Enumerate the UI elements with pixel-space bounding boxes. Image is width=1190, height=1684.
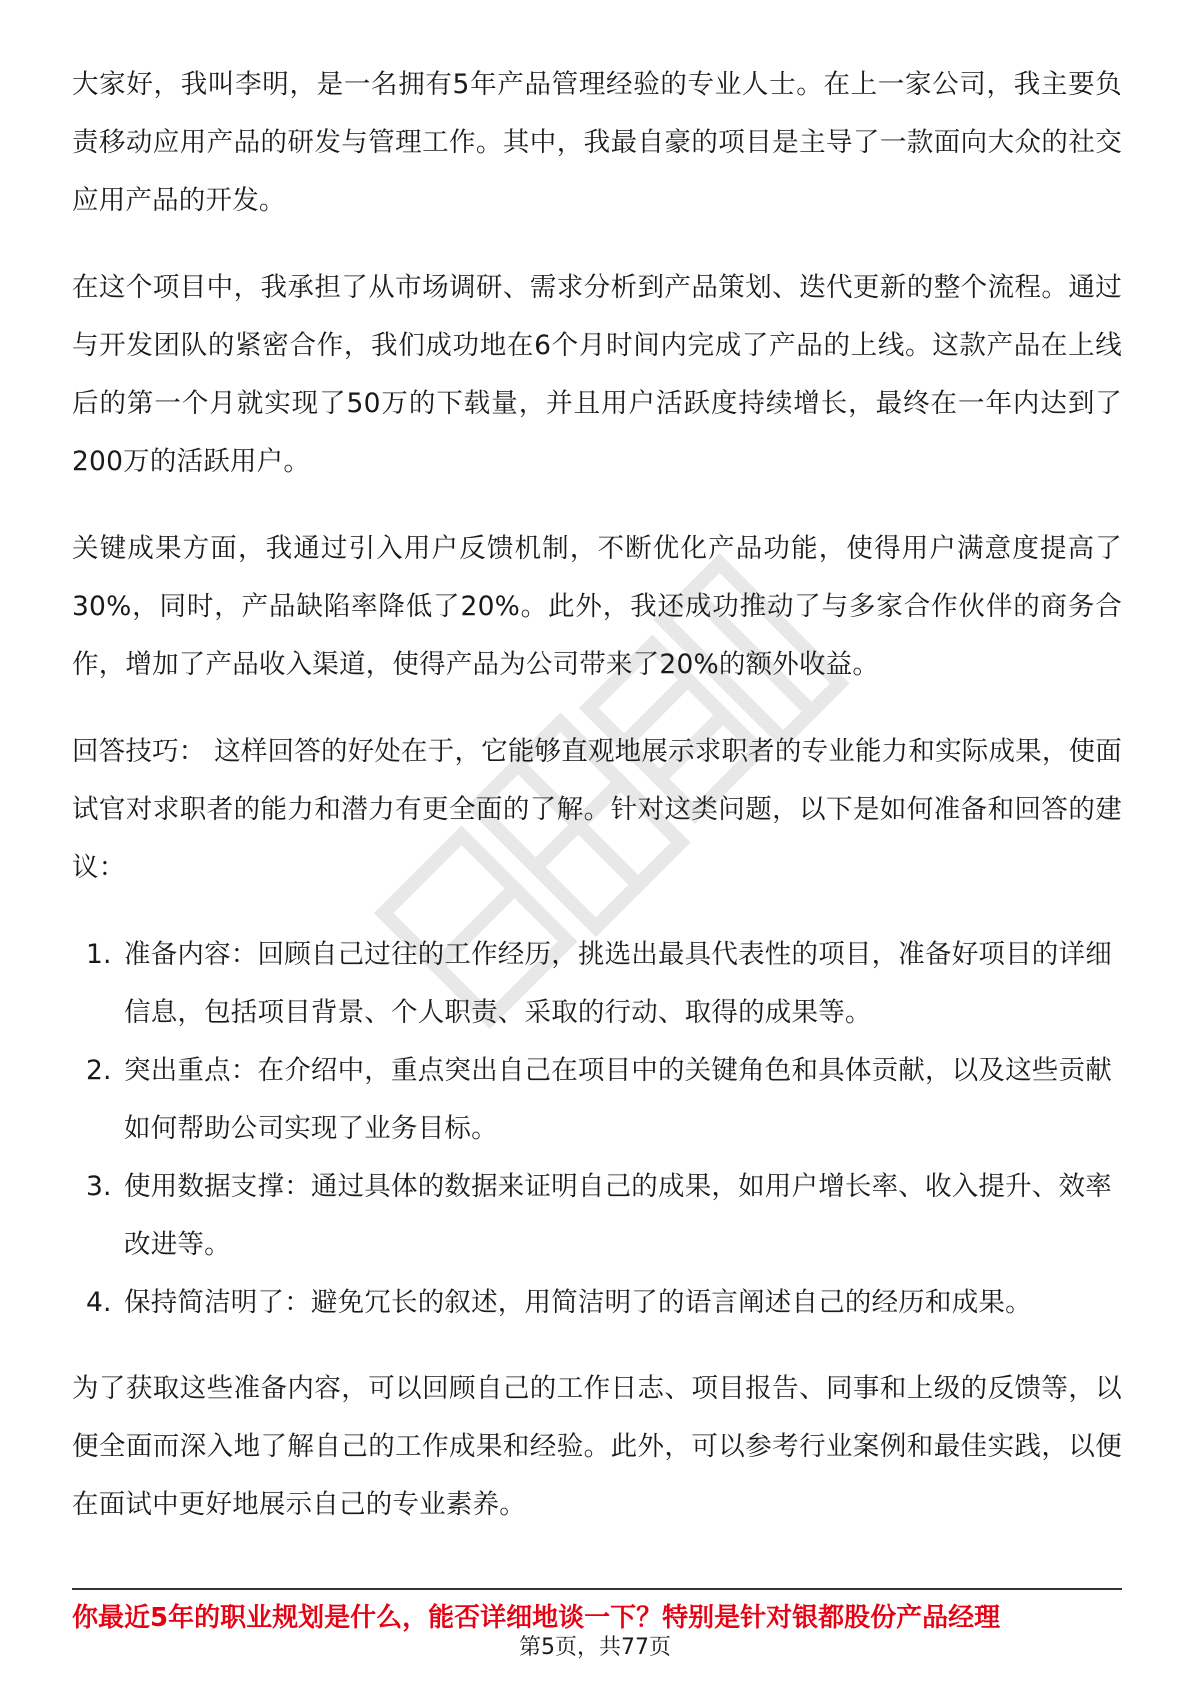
main-content: [72, 56, 1122, 1563]
list-item: [72, 1042, 1122, 1158]
list-item-text: 突出重点：在介绍中，重点突出自己在项目中的关键角色和具体贡献，以及这些贡献如何帮助公司实现了业务目标。: [124, 1055, 1112, 1144]
section-divider: [72, 1588, 1122, 1590]
list-item: [72, 1158, 1122, 1274]
list-item: [72, 1274, 1122, 1332]
list-item-number: 3.: [86, 1171, 112, 1202]
tips-list: [72, 926, 1122, 1332]
project-paragraph: 在这个项目中，我承担了从市场调研、需求分析到产品策划、迭代更新的整个流程。通过与开发团队的紧密合作，我们成功地在6个月时间内完成了产品的上线。这款产品在上线后的第一个月就实现了50万的下载量，并且用户活跃度持续增长，最终在一年内达到了200万的活跃用户。: [72, 272, 1122, 477]
list-item-number: 1.: [86, 939, 112, 970]
list-item: [72, 926, 1122, 1042]
intro-paragraph: 大家好，我叫李明，是一名拥有5年产品管理经验的专业人士。在上一家公司，我主要负责移动应用产品的研发与管理工作。其中，我最自豪的项目是主导了一款面向大众的社交应用产品的开发。: [72, 69, 1122, 216]
closing-paragraph: 为了获取这些准备内容，可以回顾自己的工作日志、项目报告、同事和上级的反馈等，以便全面而深入地了解自己的工作成果和经验。此外，可以参考行业案例和最佳实践，以便在面试中更好地展示自己的专业素养。: [72, 1373, 1122, 1520]
next-question-heading: 你最近5年的职业规划是什么，能否详细地谈一下？特别是针对银都股份产品经理: [72, 1603, 1001, 1633]
list-item-text: 准备内容：回顾自己过往的工作经历，挑选出最具代表性的项目，准备好项目的详细信息，包括项目背景、个人职责、采取的行动、取得的成果等。: [124, 939, 1112, 1028]
page-number: 第5页，共77页: [519, 1635, 671, 1660]
list-item-number: 4.: [86, 1287, 112, 1318]
list-item-text: 使用数据支撑：通过具体的数据来证明自己的成果，如用户增长率、收入提升、效率改进等。: [124, 1171, 1112, 1260]
results-paragraph: 关键成果方面，我通过引入用户反馈机制，不断优化产品功能，使得用户满意度提高了30%，同时，产品缺陷率降低了20%。此外，我还成功推动了与多家合作伙伴的商务合作，增加了产品收入渠道，使得产品为公司带来了20%的额外收益。: [72, 533, 1122, 680]
tips-intro-paragraph: 回答技巧： 这样回答的好处在于，它能够直观地展示求职者的专业能力和实际成果，使面试官对求职者的能力和潜力有更全面的了解。针对这类问题，以下是如何准备和回答的建议：: [72, 736, 1122, 883]
list-item-text: 保持简洁明了：避免冗长的叙述，用简洁明了的语言阐述自己的经历和成果。: [124, 1287, 1032, 1318]
list-item-number: 2.: [86, 1055, 112, 1086]
